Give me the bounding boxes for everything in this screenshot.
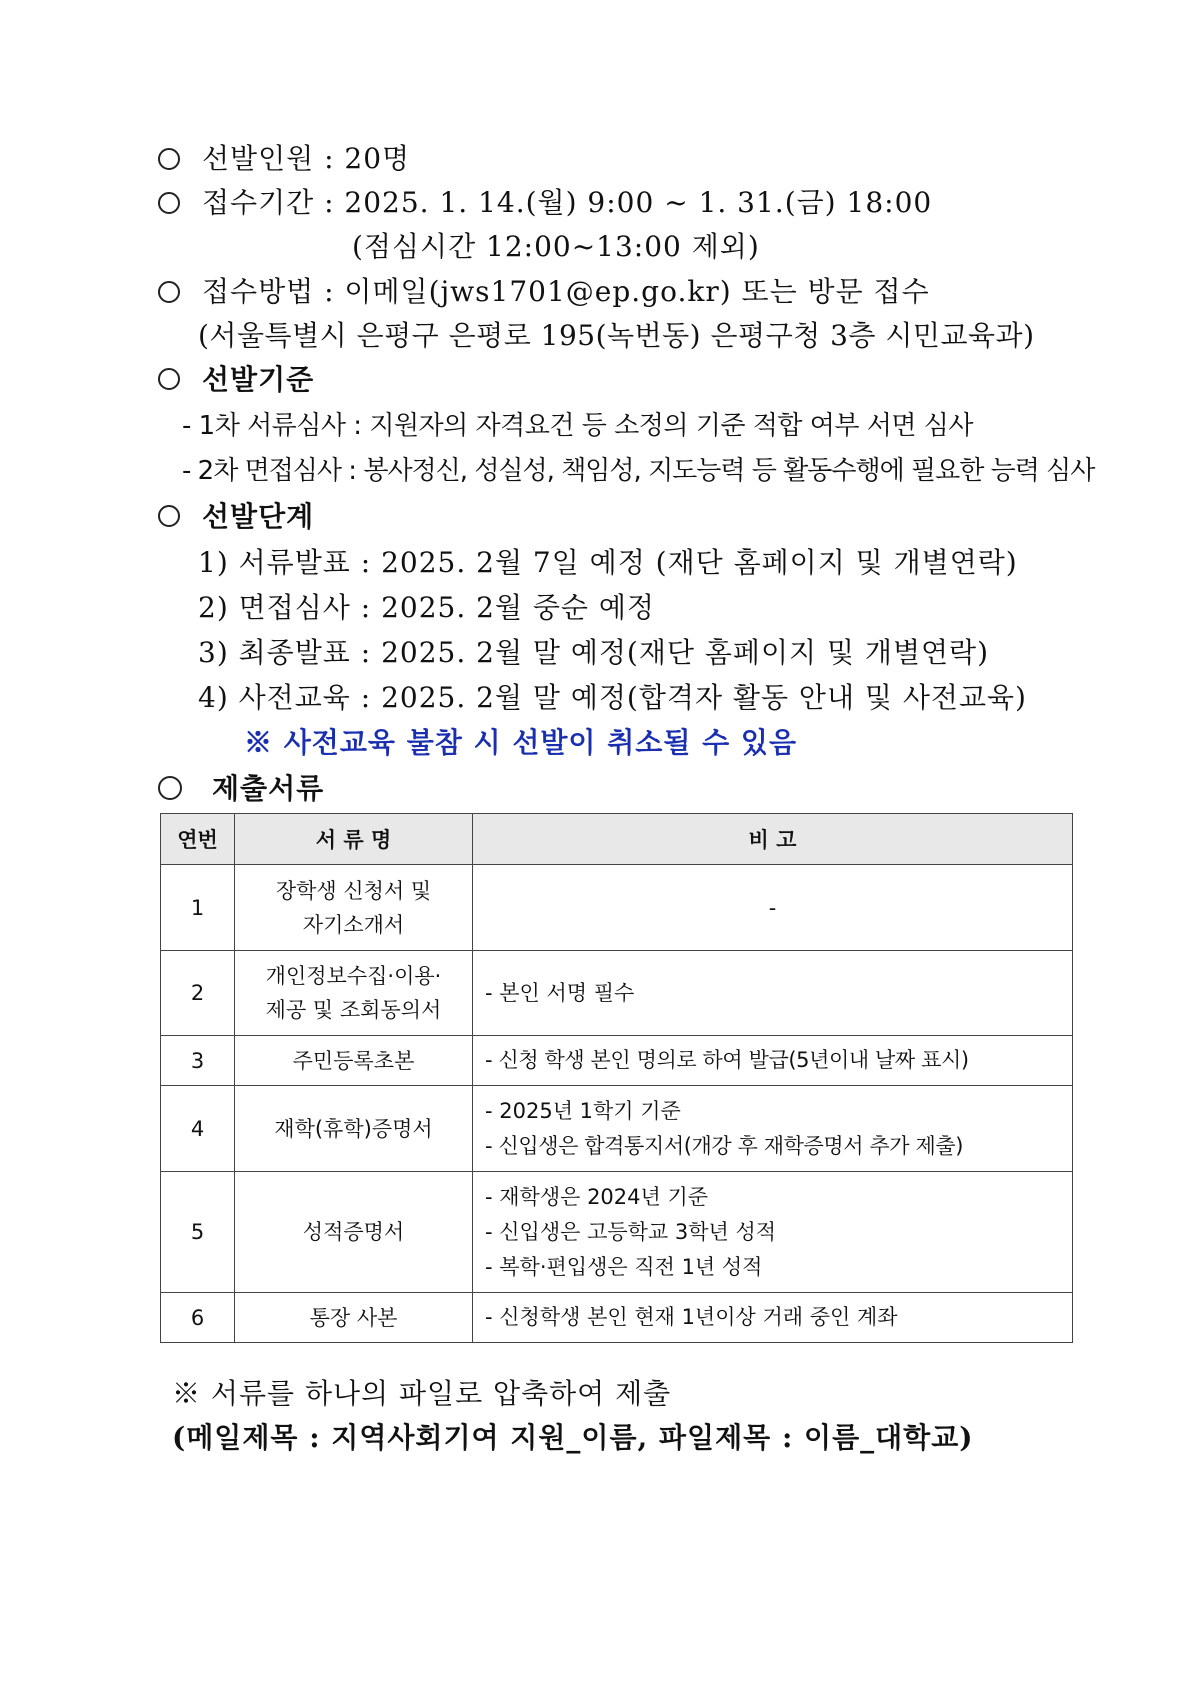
stages-heading [158,495,314,535]
row-name: 성적증명서 [235,1172,473,1293]
criteria-title: 선발기준 [202,363,315,396]
row-note [473,1086,1073,1172]
footer-naming: (메일제목 : 지역사회기여 지원_이름, 파일제목 : 이름_대학교) [172,1421,974,1454]
table-row [161,951,1073,1036]
method-item [158,270,930,310]
criteria-2: - 2차 면접심사 : 봉사정신, 성실성, 책임성, 지도능력 등 활동수행에 필요한 능력 심사 [182,456,1095,486]
method-text: 접수방법 : 이메일(jws1701@ep.go.kr) 또는 방문 접수 [202,275,930,308]
row-name-line: 제공 및 조회동의서 [265,998,442,1022]
criteria-1: - 1차 서류심사 : 지원자의 자격요건 등 소정의 기준 적합 여부 서면 심사 [182,411,973,441]
period-item [158,181,932,221]
row-no: 2 [161,951,235,1036]
row-no: 5 [161,1172,235,1293]
circle-bullet-icon [158,505,180,527]
row-name-line: 개인정보수집·이용· [265,964,442,988]
row-note-line: - 신입생은 합격통지서(개강 후 재학증명서 추가 제출) [485,1133,964,1158]
row-note-line: - 2025년 1학기 기준 [485,1098,681,1123]
row-note [473,1172,1073,1293]
quota-item [158,137,410,177]
row-note-line: - 신입생은 고등학교 3학년 성적 [485,1219,777,1244]
circle-bullet-icon [158,281,180,303]
row-name-line: 자기소개서 [302,912,405,937]
row-note: - 신청 학생 본인 명의로 하여 발급(5년이내 날짜 표시) [473,1036,1073,1086]
stages-title: 선발단계 [202,500,315,533]
header-note: 비 고 [473,814,1073,865]
stage-2: 2) 면접심사 : 2025. 2월 중순 예정 [198,591,655,624]
row-note-line: - 복학·편입생은 직전 1년 성적 [485,1254,763,1279]
stage-warning: ※ 사전교육 불참 시 선발이 취소될 수 있음 [244,726,798,759]
docs-heading [158,767,324,807]
table-row [161,1036,1073,1086]
circle-bullet-icon [158,368,180,390]
period-text: 접수기간 : 2025. 1. 14.(월) 9:00 ~ 1. 31.(금) 18:00 [202,186,933,219]
header-name: 서 류 명 [235,814,473,865]
stage-3: 3) 최종발표 : 2025. 2월 말 예정(재단 홈페이지 및 개별연락) [198,636,990,669]
quota-text: 선발인원 : 20명 [202,142,411,175]
table-row [161,1086,1073,1172]
row-note: - 신청학생 본인 현재 1년이상 거래 중인 계좌 [473,1293,1073,1343]
docs-title: 제출서류 [212,772,325,805]
table-row [161,1172,1073,1293]
footer-note: ※ 서류를 하나의 파일로 압축하여 제출 [172,1377,672,1410]
row-name: 통장 사본 [235,1293,473,1343]
period-note: (점심시간 12:00~13:00 제외) [352,230,760,263]
row-no: 1 [161,865,235,951]
criteria-heading [158,358,314,398]
row-name: 주민등록초본 [235,1036,473,1086]
row-no: 3 [161,1036,235,1086]
method-note: (서울특별시 은평구 은평로 195(녹번동) 은평구청 3층 시민교육과) [198,319,1035,352]
row-note-line: - 재학생은 2024년 기준 [485,1184,709,1209]
row-name [235,951,473,1036]
stage-4: 4) 사전교육 : 2025. 2월 말 예정(합격자 활동 안내 및 사전교육) [198,681,1027,714]
row-name-line: 장학생 신청서 및 [275,878,432,903]
row-no: 6 [161,1293,235,1343]
table-header-row [161,814,1073,865]
row-name: 재학(휴학)증명서 [235,1086,473,1172]
row-name [235,865,473,951]
circle-bullet-icon [158,148,180,170]
stage-1: 1) 서류발표 : 2025. 2월 7일 예정 (재단 홈페이지 및 개별연락) [198,546,1018,579]
header-no: 연번 [161,814,235,865]
circle-bullet-icon [158,192,180,214]
documents-table [160,813,1073,1343]
row-note: - [473,865,1073,951]
circle-bullet-icon [158,776,182,800]
row-no: 4 [161,1086,235,1172]
table-row [161,1293,1073,1343]
table-row [161,865,1073,951]
row-note: - 본인 서명 필수 [473,951,1073,1036]
